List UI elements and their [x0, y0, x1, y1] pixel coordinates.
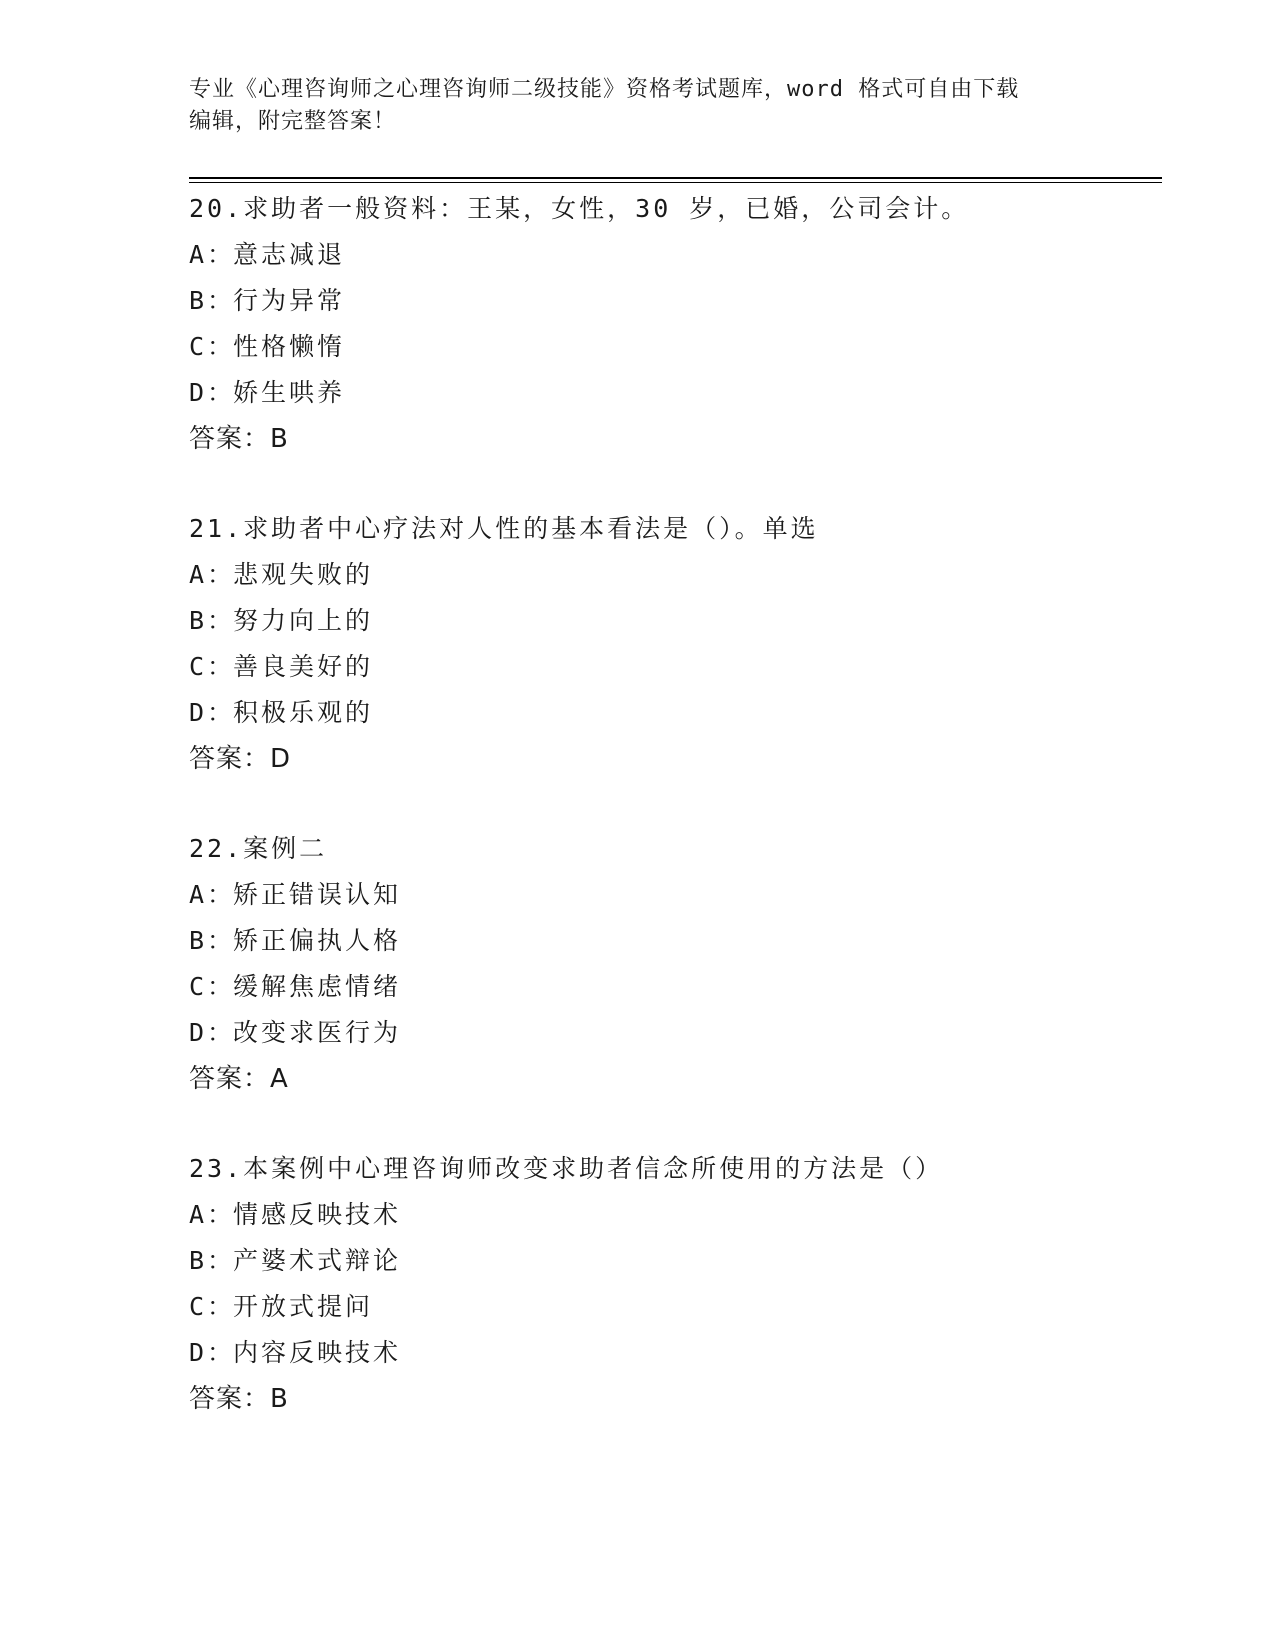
option-d [189, 370, 1169, 416]
option-key: B： [189, 606, 236, 635]
option-text: 内容反映技术 [233, 1338, 402, 1367]
option-text: 矫正错误认知 [233, 880, 402, 909]
option-text: 娇生哄养 [233, 378, 346, 407]
option-key: D： [189, 378, 236, 407]
option-key: A： [189, 1200, 236, 1229]
option-text: 意志减退 [233, 240, 346, 269]
option-key: A： [189, 240, 236, 269]
question-20 [189, 186, 1169, 462]
option-c [189, 644, 1169, 690]
option-key: C： [189, 332, 236, 361]
option-d [189, 1010, 1169, 1056]
option-key: A： [189, 880, 236, 909]
option-key: D： [189, 1018, 236, 1047]
header-line-2: 编辑，附完整答案！ [189, 109, 397, 134]
option-b [189, 278, 1169, 324]
option-d [189, 690, 1169, 736]
option-key: B： [189, 286, 236, 315]
answer-label: 答案：A [189, 1064, 289, 1094]
option-text: 情感反映技术 [233, 1200, 402, 1229]
answer-label: 答案：D [189, 744, 292, 774]
question-21 [189, 506, 1169, 782]
option-text: 行为异常 [233, 286, 346, 315]
option-text: 性格懒惰 [233, 332, 346, 361]
header-line-1: 专业《心理咨询师之心理咨询师二级技能》资格考试题库，word 格式可自由下载 [189, 77, 1020, 102]
option-d [189, 1330, 1169, 1376]
option-key: B： [189, 1246, 236, 1275]
option-text: 积极乐观的 [233, 698, 374, 727]
option-c [189, 964, 1169, 1010]
answer-label: 答案：B [189, 1384, 289, 1414]
option-text: 悲观失败的 [233, 560, 374, 589]
option-key: B： [189, 926, 236, 955]
option-text: 开放式提问 [233, 1292, 374, 1321]
option-c [189, 324, 1169, 370]
option-key: C： [189, 1292, 236, 1321]
document-header [189, 74, 1089, 138]
option-text: 产婆术式辩论 [233, 1246, 402, 1275]
option-key: A： [189, 560, 236, 589]
header-divider-thin [189, 182, 1162, 183]
option-a [189, 1192, 1169, 1238]
question-stem: 23.本案例中心理咨询师改变求助者信念所使用的方法是（） [189, 1154, 944, 1183]
option-key: C： [189, 652, 236, 681]
option-b [189, 598, 1169, 644]
question-stem: 20.求助者一般资料：王某，女性，30 岁，已婚，公司会计。 [189, 194, 970, 223]
option-c [189, 1284, 1169, 1330]
question-stem: 21.求助者中心疗法对人性的基本看法是（）。单选 [189, 514, 819, 543]
option-key: C： [189, 972, 236, 1001]
option-text: 改变求医行为 [233, 1018, 402, 1047]
option-b [189, 1238, 1169, 1284]
option-b [189, 918, 1169, 964]
option-key: D： [189, 1338, 236, 1367]
answer-label: 答案：B [189, 424, 289, 454]
option-key: D： [189, 698, 236, 727]
question-22 [189, 826, 1169, 1102]
option-text: 缓解焦虑情绪 [233, 972, 402, 1001]
option-a [189, 872, 1169, 918]
option-a [189, 552, 1169, 598]
header-divider-thick [189, 177, 1162, 179]
option-text: 矫正偏执人格 [233, 926, 402, 955]
option-text: 善良美好的 [233, 652, 374, 681]
question-23 [189, 1146, 1169, 1422]
option-text: 努力向上的 [233, 606, 374, 635]
question-stem: 22.案例二 [189, 834, 328, 863]
option-a [189, 232, 1169, 278]
